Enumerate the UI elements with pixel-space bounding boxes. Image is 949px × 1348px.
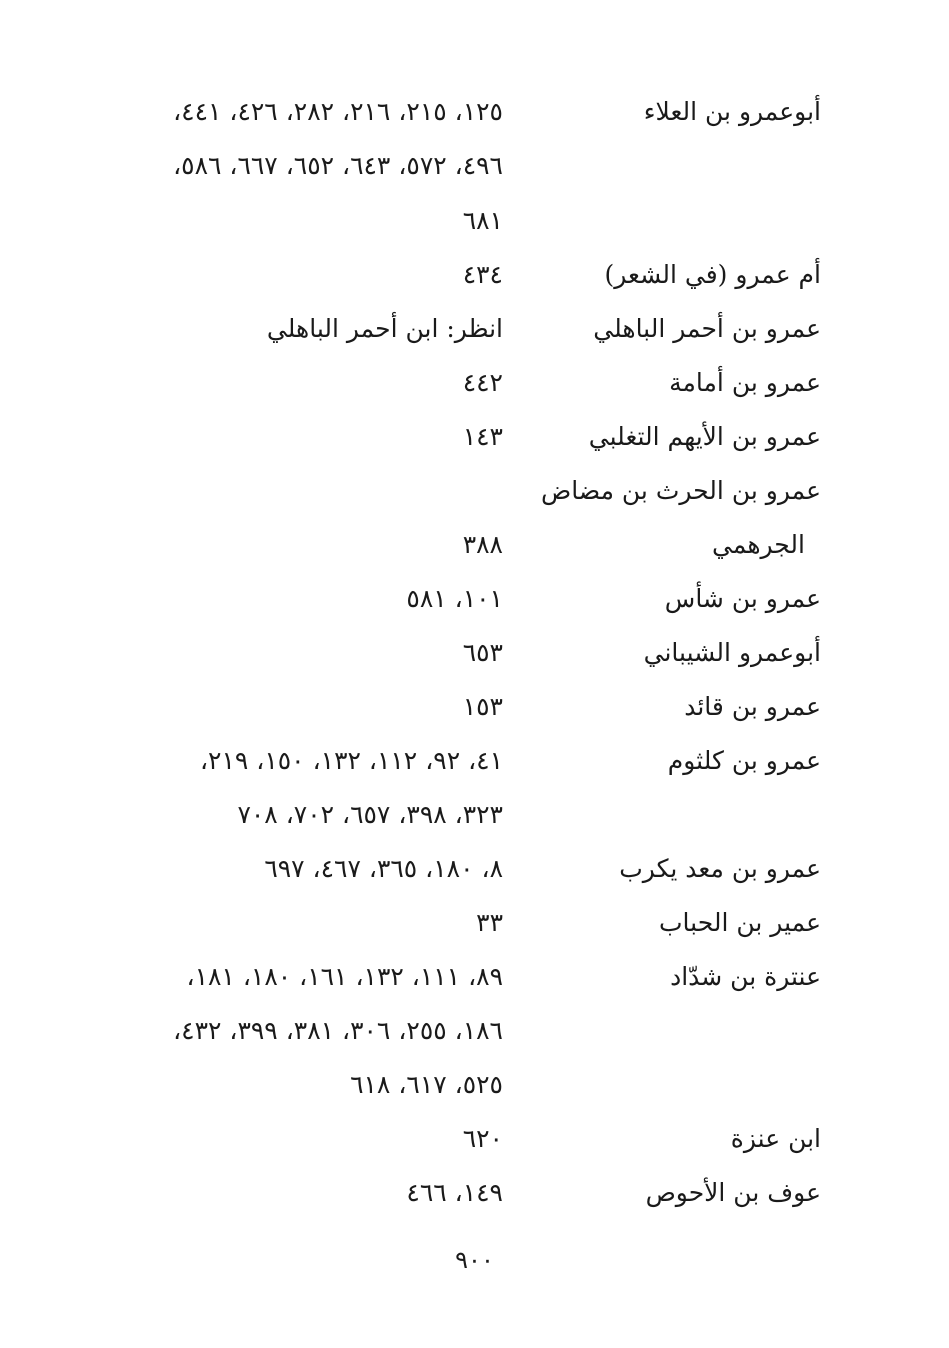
index-entry-pages: ٦٥٣ (462, 638, 503, 667)
index-entry-name: عمرو بن أمامة (669, 368, 821, 397)
index-entry-pages: ٦٨١ (462, 206, 503, 235)
index-entry-name: ابن عنزة (730, 1124, 821, 1153)
index-entry-name: أبوعمرو الشيباني (643, 638, 821, 667)
index-entry-pages: ١٤٩، ٤٦٦ (406, 1178, 503, 1207)
page-number: ٩٠٠ (455, 1246, 494, 1274)
index-entry-pages: ١٤٣ (462, 422, 503, 451)
index-entry-name: عمرو بن الأيهم التغلبي (588, 422, 821, 451)
index-entry-name: أبوعمرو بن العلاء (643, 97, 821, 126)
index-entry-pages: ٤٤٢ (462, 368, 503, 397)
index-entry-name: عمرو بن معد يكرب (619, 854, 821, 883)
index-entry-pages: ٣٣ (476, 908, 503, 937)
index-entry-pages: ١٢٥، ٢١٥، ٢١٦، ٢٨٢، ٤٢٦، ٤٤١، (173, 97, 503, 126)
index-entry-pages: ١٠١، ٥٨١ (406, 584, 503, 613)
index-entry-pages: ٥٢٥، ٦١٧، ٦١٨ (350, 1070, 503, 1099)
index-entry-pages: ٣٨٨ (462, 530, 503, 559)
index-entry-name-continuation: الجرهمي (712, 530, 805, 559)
index-entry-pages: ٤١، ٩٢، ١١٢، ١٣٢، ١٥٠، ٢١٩، (199, 746, 503, 775)
index-entry-pages: ٤٣٤ (462, 260, 503, 289)
index-entry-pages: ١٨٦، ٢٥٥، ٣٠٦، ٣٨١، ٣٩٩، ٤٣٢، (173, 1016, 503, 1045)
index-entry-name: عوف بن الأحوص (645, 1178, 821, 1207)
index-entry-pages: ٤٩٦، ٥٧٢، ٦٤٣، ٦٥٢، ٦٦٧، ٥٨٦، (173, 151, 503, 180)
index-entry-cross-reference: انظر: ابن أحمر الباهلي (266, 314, 503, 343)
index-entry-pages: ٦٢٠ (462, 1124, 503, 1153)
index-entry-pages: ٨، ١٨٠، ٣٦٥، ٤٦٧، ٦٩٧ (264, 854, 503, 883)
index-entry-pages: ١٥٣ (462, 692, 503, 721)
index-entry-name: عمرو بن أحمر الباهلي (593, 314, 821, 343)
index-entry-name: أم عمرو (في الشعر) (604, 260, 821, 289)
index-entry-name: عنترة بن شدّاد (670, 962, 821, 991)
index-entry-name: عمرو بن كلثوم (667, 746, 821, 775)
index-entry-name: عمرو بن الحرث بن مضاض (541, 476, 821, 505)
index-entry-name: عمرو بن شأس (664, 584, 821, 613)
index-entry-name: عمير بن الحباب (659, 908, 821, 937)
index-entry-pages: ٨٩، ١١١، ١٣٢، ١٦١، ١٨٠، ١٨١، (186, 962, 503, 991)
index-entry-pages: ٣٢٣، ٣٩٨، ٦٥٧، ٧٠٢، ٧٠٨ (237, 800, 503, 829)
index-entry-name: عمرو بن قائد (684, 692, 821, 721)
